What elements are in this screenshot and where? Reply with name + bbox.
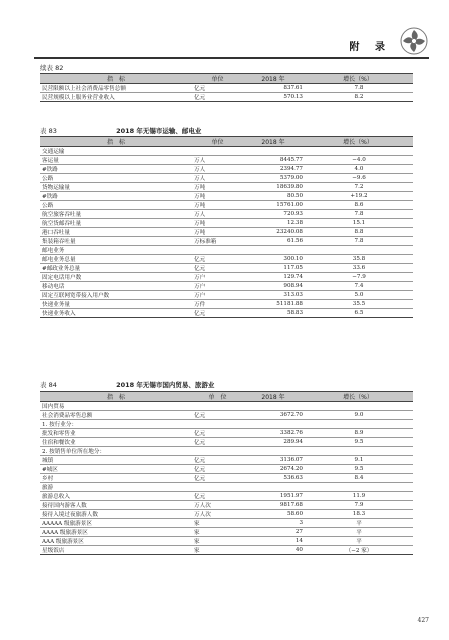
value-cell: 908.94 bbox=[243, 282, 303, 291]
growth-cell: 7.8 bbox=[303, 84, 413, 93]
table-row bbox=[40, 510, 413, 519]
unit-cell: 万吨 bbox=[192, 192, 243, 201]
table-row bbox=[40, 519, 413, 528]
unit-cell: 亿元 bbox=[192, 93, 243, 102]
growth-cell bbox=[303, 447, 413, 456]
growth-cell: 8.6 bbox=[303, 201, 413, 210]
growth-cell: 8.4 bbox=[303, 474, 413, 483]
table-row bbox=[40, 420, 413, 429]
table-row bbox=[40, 483, 413, 492]
unit-cell: 亿元 bbox=[192, 438, 243, 447]
table-83 bbox=[40, 136, 413, 318]
value-cell: 300.10 bbox=[243, 255, 303, 264]
indicator-cell: 民营限额以上社会消费品零售总额 bbox=[40, 84, 192, 93]
col-header-growth: 增长（%） bbox=[303, 74, 413, 84]
unit-cell: 万户 bbox=[192, 273, 243, 282]
unit-cell: 万户 bbox=[192, 282, 243, 291]
table-row bbox=[40, 93, 413, 102]
value-cell: 58.83 bbox=[243, 309, 303, 318]
page-number: 427 bbox=[417, 617, 429, 624]
unit-cell: 万标准箱 bbox=[192, 237, 243, 246]
logo-icon bbox=[399, 26, 429, 56]
value-cell: 15761.00 bbox=[243, 201, 303, 210]
value-cell: 129.74 bbox=[243, 273, 303, 282]
value-cell bbox=[243, 420, 303, 429]
table-number: 表 84 bbox=[40, 381, 57, 389]
unit-cell: 亿元 bbox=[192, 411, 243, 420]
growth-cell bbox=[303, 483, 413, 492]
indicator-cell: 国内贸易 bbox=[40, 402, 192, 411]
growth-cell bbox=[303, 420, 413, 429]
table-84-caption bbox=[40, 380, 214, 389]
indicator-cell: 住宿和餐饮业 bbox=[40, 438, 192, 447]
table-title: 2018 年无锡市运输、邮电业 bbox=[116, 127, 202, 135]
value-cell: 8445.77 bbox=[243, 156, 303, 165]
indicator-cell: 固定电话用户数 bbox=[40, 273, 192, 282]
table-row bbox=[40, 546, 413, 555]
value-cell: 27 bbox=[243, 528, 303, 537]
table-row bbox=[40, 501, 413, 510]
value-cell: 14 bbox=[243, 537, 303, 546]
growth-cell: 9.0 bbox=[303, 411, 413, 420]
value-cell bbox=[243, 447, 303, 456]
table-row bbox=[40, 219, 413, 228]
indicator-cell: 货物运输量 bbox=[40, 183, 192, 192]
col-header-indicator: 指 标 bbox=[40, 392, 192, 402]
value-cell: 536.63 bbox=[243, 474, 303, 483]
table-row bbox=[40, 537, 413, 546]
col-header-unit: 单位 bbox=[192, 74, 243, 84]
unit-cell: 亿元 bbox=[192, 465, 243, 474]
growth-cell: 7.8 bbox=[303, 210, 413, 219]
growth-cell: 9.5 bbox=[303, 438, 413, 447]
table-row bbox=[40, 438, 413, 447]
value-cell: 80.50 bbox=[243, 192, 303, 201]
growth-cell: 7.2 bbox=[303, 183, 413, 192]
unit-cell: 万人次 bbox=[192, 510, 243, 519]
table-83-caption bbox=[40, 126, 201, 135]
col-header-year: 2018 年 bbox=[243, 74, 303, 84]
col-header-growth: 增长（%） bbox=[303, 137, 413, 147]
value-cell: 117.05 bbox=[243, 264, 303, 273]
table-row bbox=[40, 528, 413, 537]
table-row bbox=[40, 309, 413, 318]
table-row bbox=[40, 192, 413, 201]
col-header-growth: 增长（%） bbox=[303, 392, 413, 402]
value-cell: 12.38 bbox=[243, 219, 303, 228]
table-title: 2018 年无锡市国内贸易、旅游业 bbox=[116, 381, 215, 389]
header-rule bbox=[34, 57, 429, 59]
table-row bbox=[40, 492, 413, 501]
table-84 bbox=[40, 391, 413, 555]
growth-cell: 4.0 bbox=[303, 165, 413, 174]
indicator-cell: 公路 bbox=[40, 174, 192, 183]
table-row bbox=[40, 147, 413, 156]
growth-cell: 7.8 bbox=[303, 237, 413, 246]
col-header-indicator: 指 标 bbox=[40, 74, 192, 84]
value-cell bbox=[243, 147, 303, 156]
unit-cell bbox=[192, 246, 243, 255]
unit-cell bbox=[192, 447, 243, 456]
col-header-indicator: 指 标 bbox=[40, 137, 192, 147]
value-cell: 2394.77 bbox=[243, 165, 303, 174]
value-cell: 2674.20 bbox=[243, 465, 303, 474]
table-row bbox=[40, 255, 413, 264]
value-cell: 3672.70 bbox=[243, 411, 303, 420]
table-row bbox=[40, 183, 413, 192]
indicator-cell: 公路 bbox=[40, 201, 192, 210]
col-header-unit: 单位 bbox=[192, 137, 243, 147]
unit-cell: 万户 bbox=[192, 291, 243, 300]
table-row bbox=[40, 273, 413, 282]
indicator-cell: 邮电业务 bbox=[40, 246, 192, 255]
growth-cell: −4.0 bbox=[303, 156, 413, 165]
table-row bbox=[40, 456, 413, 465]
unit-cell: 亿元 bbox=[192, 456, 243, 465]
page-header-title: 附 录 bbox=[349, 42, 391, 53]
value-cell: 3136.07 bbox=[243, 456, 303, 465]
indicator-cell: 民营规模以上服务业营业收入 bbox=[40, 93, 192, 102]
table-row bbox=[40, 429, 413, 438]
indicator-cell: 社会消费品零售总额 bbox=[40, 411, 192, 420]
growth-cell: 35.5 bbox=[303, 300, 413, 309]
table-row bbox=[40, 228, 413, 237]
col-header-unit: 单 位 bbox=[192, 392, 243, 402]
growth-cell bbox=[303, 147, 413, 156]
table-number: 续表 82 bbox=[40, 64, 64, 72]
indicator-cell: AAA 级旅游景区 bbox=[40, 537, 192, 546]
unit-cell: 亿元 bbox=[192, 264, 243, 273]
table-row bbox=[40, 264, 413, 273]
growth-cell: 平 bbox=[303, 528, 413, 537]
indicator-cell: 固定互联网宽带接入用户数 bbox=[40, 291, 192, 300]
value-cell bbox=[243, 402, 303, 411]
unit-cell: 家 bbox=[192, 546, 243, 555]
table-82 bbox=[40, 73, 413, 102]
value-cell: 9817.68 bbox=[243, 501, 303, 510]
value-cell bbox=[243, 246, 303, 255]
growth-cell: 35.8 bbox=[303, 255, 413, 264]
unit-cell: 家 bbox=[192, 537, 243, 546]
indicator-cell: 旅游 bbox=[40, 483, 192, 492]
table-number: 表 83 bbox=[40, 127, 57, 135]
value-cell: 3382.76 bbox=[243, 429, 303, 438]
growth-cell: 9.1 bbox=[303, 456, 413, 465]
unit-cell: 万人次 bbox=[192, 501, 243, 510]
growth-cell: 7.9 bbox=[303, 501, 413, 510]
indicator-cell: 接待国内游客人数 bbox=[40, 501, 192, 510]
value-cell: 837.61 bbox=[243, 84, 303, 93]
indicator-cell: #城区 bbox=[40, 465, 192, 474]
unit-cell: 亿元 bbox=[192, 474, 243, 483]
indicator-cell: 移动电话 bbox=[40, 282, 192, 291]
growth-cell: 5.0 bbox=[303, 291, 413, 300]
growth-cell: 33.6 bbox=[303, 264, 413, 273]
indicator-cell: 接待入境过夜旅游人数 bbox=[40, 510, 192, 519]
unit-cell: 万人 bbox=[192, 165, 243, 174]
unit-cell: 亿元 bbox=[192, 84, 243, 93]
growth-cell: 7.4 bbox=[303, 282, 413, 291]
value-cell: 313.03 bbox=[243, 291, 303, 300]
indicator-cell: 航空货邮吞吐量 bbox=[40, 219, 192, 228]
growth-cell: −9.6 bbox=[303, 174, 413, 183]
growth-cell: （−2 家） bbox=[303, 546, 413, 555]
unit-cell: 万人 bbox=[192, 156, 243, 165]
table-row bbox=[40, 291, 413, 300]
value-cell: 61.56 bbox=[243, 237, 303, 246]
unit-cell: 亿元 bbox=[192, 255, 243, 264]
table-row bbox=[40, 84, 413, 93]
unit-cell: 万件 bbox=[192, 300, 243, 309]
indicator-cell: 星级饭店 bbox=[40, 546, 192, 555]
unit-cell bbox=[192, 483, 243, 492]
value-cell: 23240.08 bbox=[243, 228, 303, 237]
table-row bbox=[40, 465, 413, 474]
growth-cell: 平 bbox=[303, 519, 413, 528]
table-row bbox=[40, 402, 413, 411]
indicator-cell: #铁路 bbox=[40, 165, 192, 174]
growth-cell: 8.2 bbox=[303, 93, 413, 102]
table-82-caption bbox=[40, 63, 114, 72]
table-row bbox=[40, 201, 413, 210]
indicator-cell: 快递业务量 bbox=[40, 300, 192, 309]
growth-cell bbox=[303, 246, 413, 255]
unit-cell: 万人 bbox=[192, 210, 243, 219]
table-row bbox=[40, 282, 413, 291]
table-row bbox=[40, 300, 413, 309]
unit-cell: 亿元 bbox=[192, 492, 243, 501]
growth-cell: 8.9 bbox=[303, 429, 413, 438]
table-row bbox=[40, 165, 413, 174]
indicator-cell: AAAA 级旅游景区 bbox=[40, 528, 192, 537]
value-cell: 40 bbox=[243, 546, 303, 555]
indicator-cell: 旅游总收入 bbox=[40, 492, 192, 501]
indicator-cell: #铁路 bbox=[40, 192, 192, 201]
table-row bbox=[40, 237, 413, 246]
unit-cell: 万吨 bbox=[192, 228, 243, 237]
growth-cell: +19.2 bbox=[303, 192, 413, 201]
col-header-year: 2018 年 bbox=[243, 137, 303, 147]
indicator-cell: 集装箱吞吐量 bbox=[40, 237, 192, 246]
unit-cell bbox=[192, 420, 243, 429]
value-cell: 1951.97 bbox=[243, 492, 303, 501]
growth-cell: 平 bbox=[303, 537, 413, 546]
unit-cell: 万吨 bbox=[192, 201, 243, 210]
unit-cell: 亿元 bbox=[192, 309, 243, 318]
value-cell: 289.94 bbox=[243, 438, 303, 447]
indicator-cell: 邮电业务总量 bbox=[40, 255, 192, 264]
growth-cell: 15.1 bbox=[303, 219, 413, 228]
table-row bbox=[40, 474, 413, 483]
indicator-cell: 航空旅客吞吐量 bbox=[40, 210, 192, 219]
growth-cell: 11.9 bbox=[303, 492, 413, 501]
unit-cell: 家 bbox=[192, 519, 243, 528]
table-row bbox=[40, 156, 413, 165]
growth-cell: 8.8 bbox=[303, 228, 413, 237]
growth-cell: 9.5 bbox=[303, 465, 413, 474]
value-cell: 3 bbox=[243, 519, 303, 528]
value-cell bbox=[243, 483, 303, 492]
unit-cell: 万吨 bbox=[192, 219, 243, 228]
indicator-cell: 批发和零售业 bbox=[40, 429, 192, 438]
indicator-cell: 客运量 bbox=[40, 156, 192, 165]
growth-cell: 6.5 bbox=[303, 309, 413, 318]
value-cell: 570.13 bbox=[243, 93, 303, 102]
unit-cell bbox=[192, 147, 243, 156]
value-cell: 720.93 bbox=[243, 210, 303, 219]
value-cell: 58.60 bbox=[243, 510, 303, 519]
indicator-cell: 交通运输 bbox=[40, 147, 192, 156]
indicator-cell: 城镇 bbox=[40, 456, 192, 465]
indicator-cell: 1. 按行业分： bbox=[40, 420, 192, 429]
table-row bbox=[40, 411, 413, 420]
unit-cell: 家 bbox=[192, 528, 243, 537]
indicator-cell: #邮政业务总量 bbox=[40, 264, 192, 273]
value-cell: 5379.00 bbox=[243, 174, 303, 183]
growth-cell bbox=[303, 402, 413, 411]
growth-cell: −7.9 bbox=[303, 273, 413, 282]
indicator-cell: 快递业务收入 bbox=[40, 309, 192, 318]
unit-cell: 万人 bbox=[192, 174, 243, 183]
unit-cell bbox=[192, 402, 243, 411]
col-header-year: 2018 年 bbox=[243, 392, 303, 402]
table-row bbox=[40, 210, 413, 219]
indicator-cell: 乡村 bbox=[40, 474, 192, 483]
table-row bbox=[40, 246, 413, 255]
unit-cell: 万吨 bbox=[192, 183, 243, 192]
growth-cell: 18.3 bbox=[303, 510, 413, 519]
value-cell: 18639.80 bbox=[243, 183, 303, 192]
unit-cell: 亿元 bbox=[192, 429, 243, 438]
indicator-cell: 2. 按销售单位所在地分： bbox=[40, 447, 192, 456]
value-cell: 51181.88 bbox=[243, 300, 303, 309]
indicator-cell: 港口吞吐量 bbox=[40, 228, 192, 237]
indicator-cell: AAAAA 级旅游景区 bbox=[40, 519, 192, 528]
table-row bbox=[40, 174, 413, 183]
table-row bbox=[40, 447, 413, 456]
